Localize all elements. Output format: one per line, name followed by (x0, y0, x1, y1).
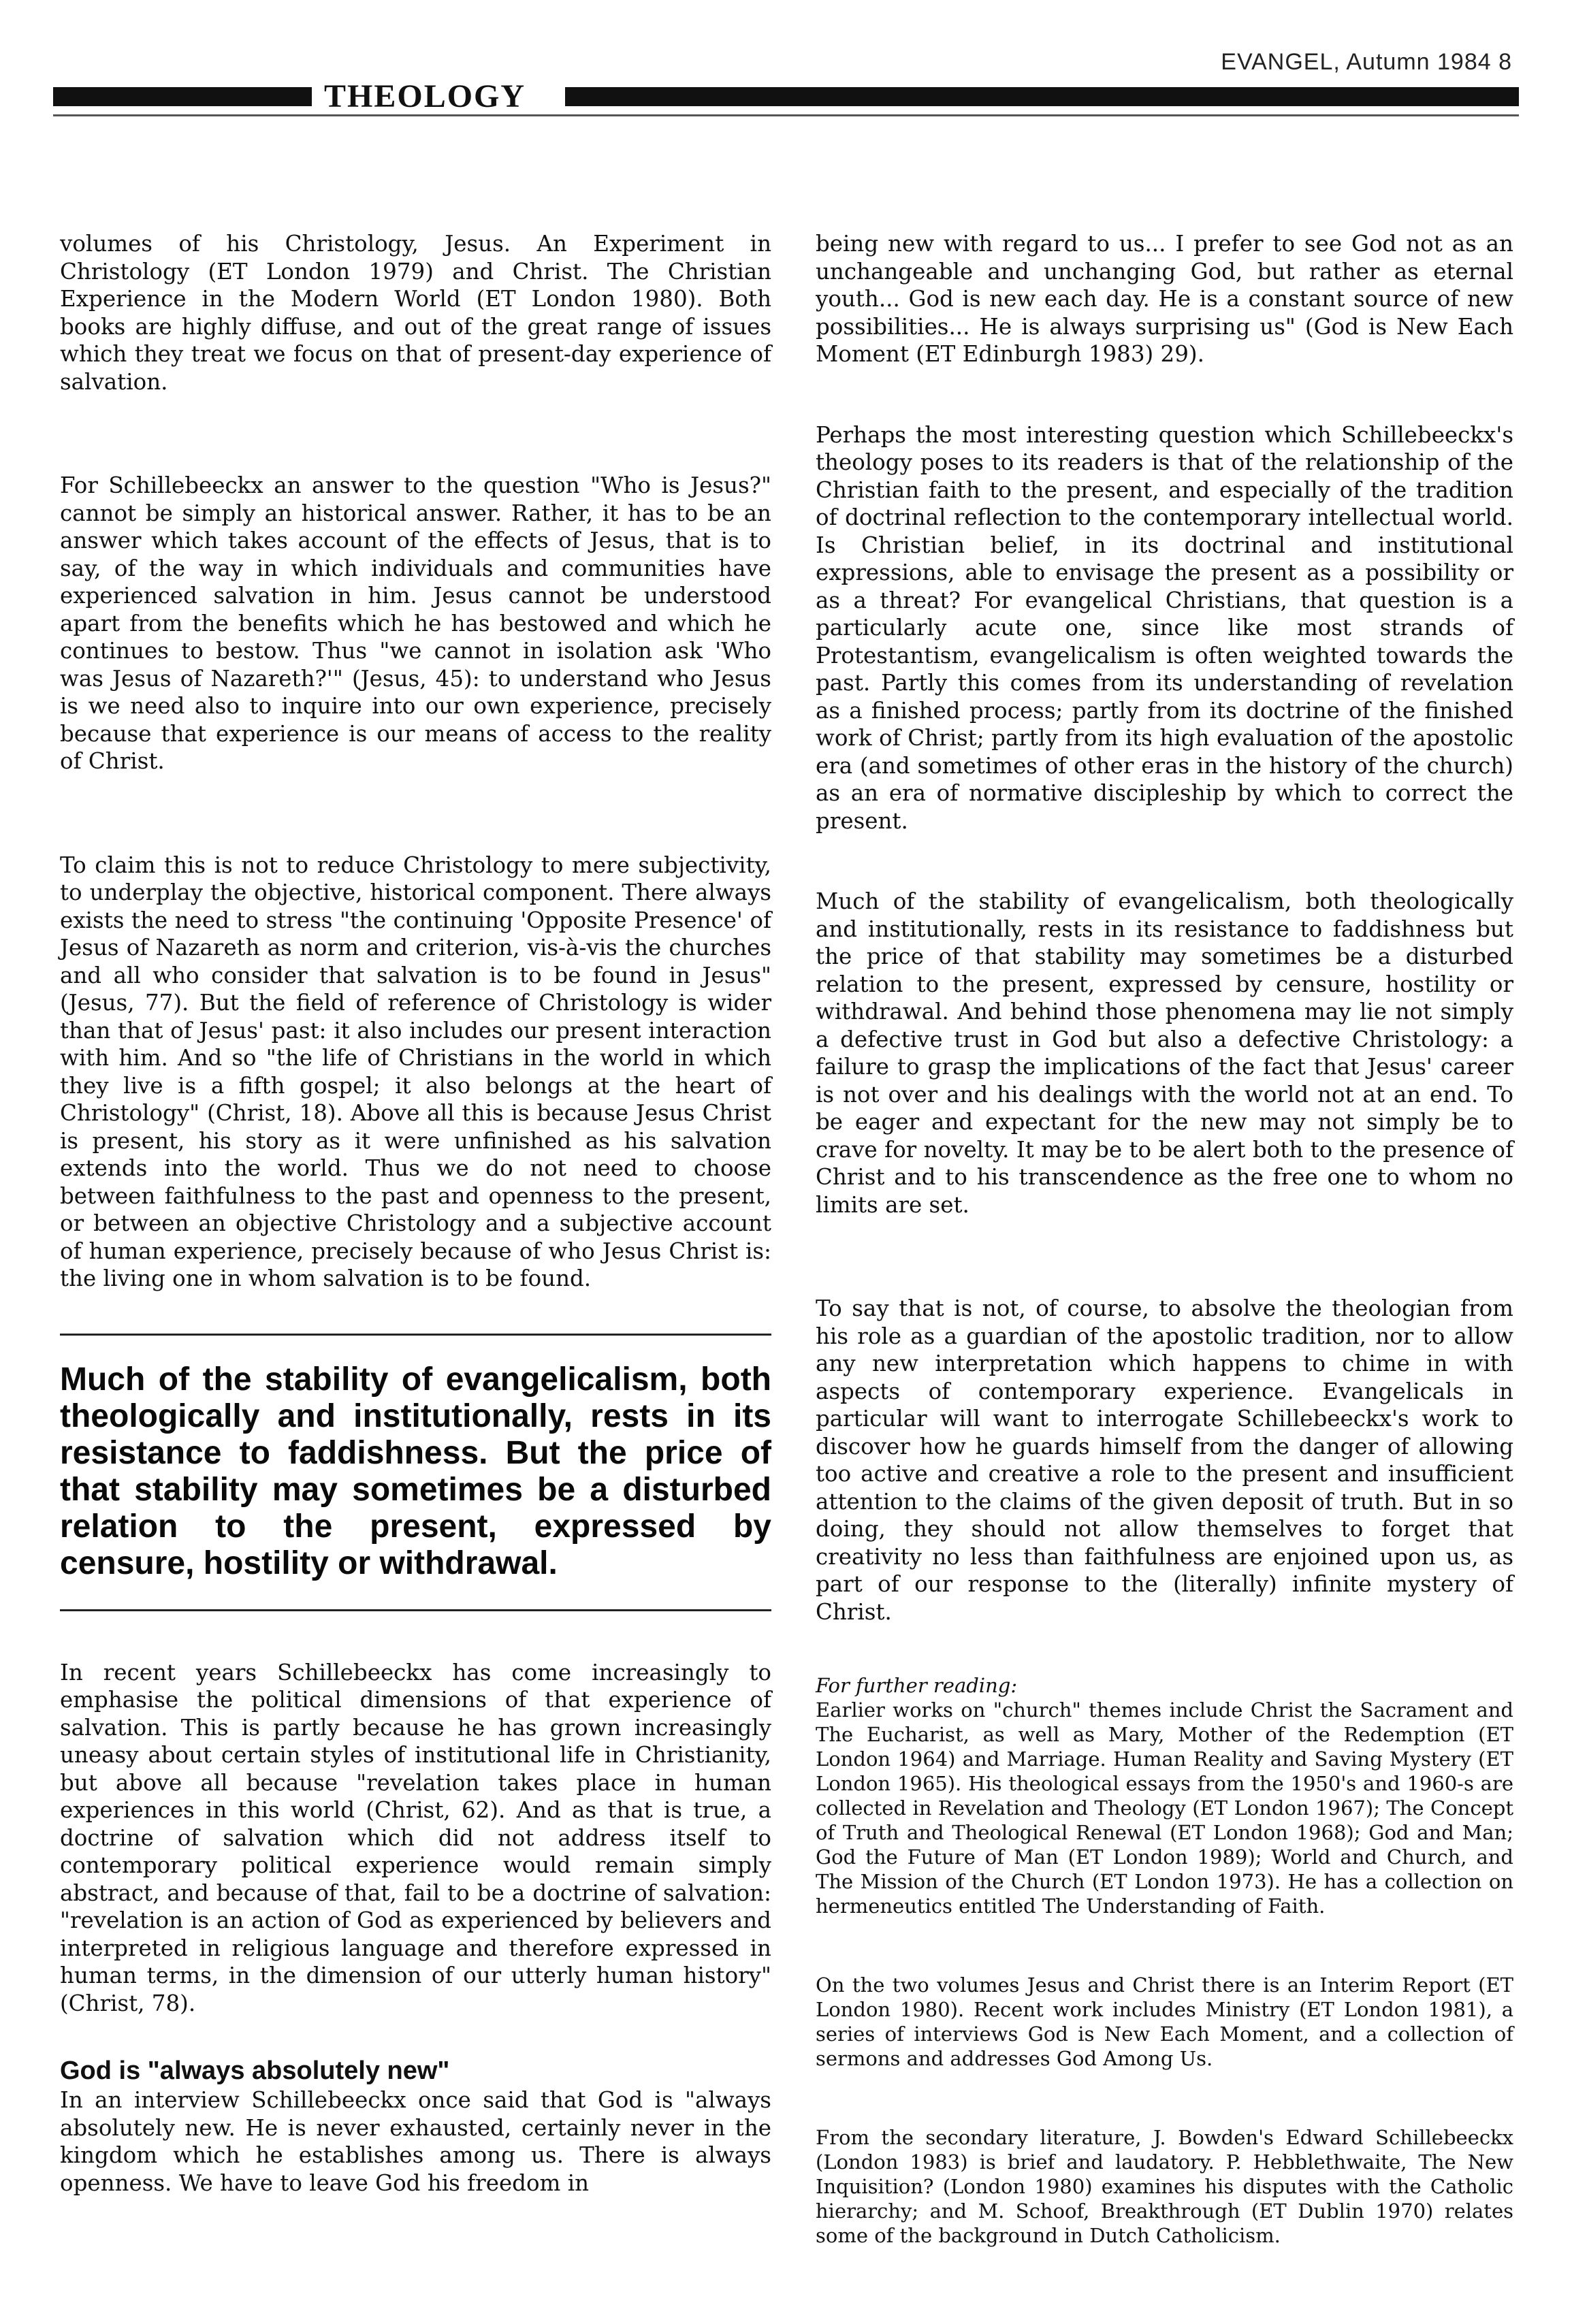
left-column (60, 230, 771, 2197)
banner-bar-right (565, 87, 1519, 106)
further-reading-paragraph: Earlier works on "church" themes include Christ the Sacrament and The Eucharist, as well as Mary, Mother of the Redemption (ET London 1964) and Marriage. Human Reality and Saving Mystery (ET London 1965). His theological essays from the 1950's and 1960-s are collected in Revelation and Theology (ET London 1967); The Concept of Truth and Theological Renewal (ET London 1968); God and Man; God the Future of Man (ET London 1989); World and Church, and The Mission of the Church (ET London 1973). He has a collection on hermeneutics entitled The Understanding of Faith. (816, 1698, 1513, 1918)
subheading: God is "always absolutely new" (60, 2056, 450, 2085)
paragraph: being new with regard to us... I prefer to see God not as an unchangeable and unchanging God, but rather as eternal youth... God is new each day. He is a constant source of new possibilities... He is always surprising us" (God is New Each Moment (ET Edinburgh 1983) 29). (816, 231, 1513, 367)
paragraph: Perhaps the most interesting question which Schillebeeckx's theology poses to its readers is that of the relationship of the Christian faith to the present, and especially of the tradition of doctrinal reflection to the contemporary intellectual world. Is Christian belief, in its doctrinal and institutional expressions, able to envisage the present as a possibility or as a threat? For evangelical Christians, that question is a particularly acute one, since like most strands of Protestantism, evangelicalism is often weighted towards the past. Partly this comes from its understanding of revelation as a finished process; partly from its doctrine of the finished work of Christ; partly from its high evaluation of the apostolic era (and sometimes of other eras in the history of the church) as an era of normative discipleship by which to correct the present. (816, 421, 1513, 834)
header-rule (53, 114, 1519, 116)
section-title: THEOLOGY (324, 78, 526, 114)
paragraph: In an interview Schillebeeckx once said that God is "always absolutely new. He is never exhausted, certainly never in the kingdom which he establishes among us. There is always openness. We have to leave God his freedom in (60, 2087, 771, 2196)
further-reading-paragraph: From the secondary literature, J. Bowden's Edward Schillebeeckx (London 1983) is brief and laudatory. P. Hebblethwaite, The New Inquisition? (London 1980) examines his disputes with the Catholic hierarchy; and M. Schoof, Breakthrough (ET Dublin 1970) relates some of the background in Dutch Catholicism. (816, 2126, 1513, 2247)
right-column (816, 230, 1513, 2248)
further-reading-label: For further reading: (816, 1674, 1018, 1697)
paragraph: volumes of his Christology, Jesus. An Experiment in Christology (ET London 1979) and Christ. The Christian Experience in the Modern World (ET London 1980). Both books are highly diffuse, and out of the great range of issues which they treat we focus on that of present-day experience of salvation. (60, 231, 771, 395)
banner-bar-left (53, 87, 312, 106)
pull-quote-rule-top (60, 1334, 771, 1336)
paragraph: To claim this is not to reduce Christology to mere subjectivity, to underplay the objective, historical component. There always exists the need to stress "the continuing 'Opposite Presence' of Jesus of Nazareth as norm and criterion, vis-à-vis the churches and all who consider that salvation is to be found in Jesus" (Jesus, 77). But the field of reference of Christology is wider than that of Jesus' past: it also includes our present interaction with him. And so "the life of Christians in the world in which they live is a fifth gospel; it also belongs at the heart of Christology" (Christ, 18). Above all this is because Jesus Christ is present, his story as it were unfinished as his salvation extends into the world. Thus we do not need to choose between faithfulness to the past and openness to the present, or between an objective Christology and a subjective account of human experience, precisely because of who Jesus Christ is: the living one in whom salvation is to be found. (60, 852, 771, 1291)
paragraph: To say that is not, of course, to absolve the theologian from his role as a guardian of the apostolic tradition, nor to allow any new interpretation which happens to chime in with aspects of contemporary experience. Evangelicals in particular will want to interrogate Schillebeeckx's work to discover how he guards himself from the danger of allowing too active and creative a role to the present and insufficient attention to the claims of the given deposit of truth. But in so doing, they should not allow themselves to forget that creativity no less than faithfulness are enjoined upon us, as part of our response to the (literally) infinite mystery of Christ. (816, 1295, 1513, 1625)
paragraph: Much of the stability of evangelicalism, both theologically and institutionally, rests in its resistance to faddishness but the price of that stability may sometimes be a disturbed relation to the present, expressed by censure, hostility or withdrawal. And behind those phenomena may lie not simply a defective trust in God but also a defective Christology: a failure to grasp the implications of the fact that Jesus' career is not over and his dealings with the world not at an end. To be eager and expectant for the new may not simply be to crave for novelty. It may be to be alert both to the presence of Christ and to his transcendence as the free one to whom no limits are set. (816, 888, 1513, 1218)
further-reading-paragraph: On the two volumes Jesus and Christ there is an Interim Report (ET London 1980). Recent work includes Ministry (ET London 1981), a series of interviews God is New Each Moment, and a collection of sermons and addresses God Among Us. (816, 1973, 1513, 2070)
paragraph: In recent years Schillebeeckx has come increasingly to emphasise the political dimensions of that experience of salvation. This is partly because he has grown increasingly uneasy about certain styles of institutional life in Christianity, but above all because "revelation takes place in human experiences in this world (Christ, 62). And as that is true, a doctrine of salvation which did not address itself to contemporary political experience would remain simply abstract, and because of that, fail to be a doctrine of salvation: "revelation is an action of God as experienced by believers and interpreted in religious language and therefore expressed in human terms, in the dimension of our utterly human history" (Christ, 78). (60, 1659, 771, 2016)
pull-quote: Much of the stability of evangelicalism, both theologically and institutionally, rests in its resistance to faddishness. But the price of that stability may sometimes be a disturbed relation to the present, expressed by censure, hostility or withdrawal. (60, 1361, 771, 1581)
section-banner (53, 80, 1519, 112)
paragraph: For Schillebeeckx an answer to the question "Who is Jesus?" cannot be simply an historical answer. Rather, it has to be an answer which takes account of the effects of Jesus, that is to say, of the way in which individuals and communities have experienced salvation in him. Jesus cannot be understood apart from the benefits which he has bestowed and which he continues to bestow. Thus "we cannot in isolation ask 'Who was Jesus of Nazareth?'" (Jesus, 45): to understand who Jesus is we need also to inquire into our own experience, precisely because that experience is our means of access to the reality of Christ. (60, 472, 771, 774)
issue-header: EVANGEL, Autumn 1984 8 (1221, 49, 1512, 75)
